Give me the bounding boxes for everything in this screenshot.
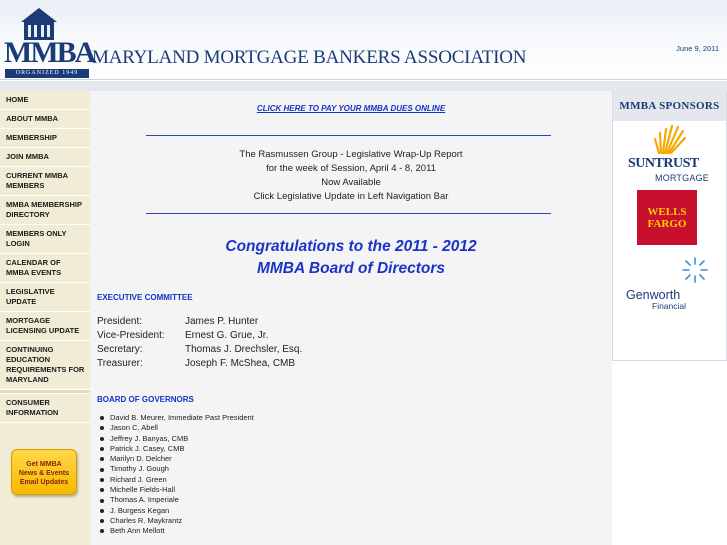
suntrust-subtitle: MORTGAGE [655, 173, 709, 183]
executive-committee-heading: EXECUTIVE COMMITTEE [97, 293, 193, 302]
nav-continuing-education[interactable]: CONTINUING EDUCATION REQUIREMENTS FOR MARYLAND [0, 341, 90, 390]
nav-legislative-update[interactable]: LEGISLATIVE UPDATE [0, 283, 90, 312]
board-member: Michelle Fields-Hall [110, 485, 176, 495]
nav-directory[interactable]: MMBA MEMBERSHIP DIRECTORY [0, 196, 90, 225]
officer-role: Secretary: [97, 344, 143, 355]
notice-line4: Click Legislative Update in Left Navigation Bar [253, 191, 449, 202]
nav-current-members[interactable]: CURRENT MMBA MEMBERS [0, 167, 90, 196]
nav-calendar[interactable]: CALENDAR OF MMBA EVENTS [0, 254, 90, 283]
site-title: MARYLAND MORTGAGE BANKERS ASSOCIATION [92, 47, 527, 68]
email-button-line3: Email Updates [19, 479, 69, 486]
bullet-icon [100, 529, 104, 533]
board-member: Charles R. Maykrantz [110, 515, 183, 525]
officer-name: Ernest G. Grue, Jr. [185, 330, 269, 341]
notice-line2: for the week of Session, April 4 - 8, 2011 [266, 163, 436, 174]
right-column-fill [612, 361, 727, 545]
board-of-governors-heading: BOARD OF GOVERNORS [97, 395, 194, 404]
nav-home[interactable]: HOME [0, 91, 90, 110]
nav-membership[interactable]: MEMBERSHIP [0, 129, 90, 148]
congrats-heading [90, 236, 612, 280]
genworth-name: Genworth [626, 288, 681, 302]
board-member: Patrick J. Casey, CMB [110, 443, 185, 453]
sponsors-heading: MMBA SPONSORS [613, 91, 726, 121]
officer-row [97, 329, 302, 343]
bullet-icon [100, 437, 104, 441]
officer-row [97, 343, 302, 357]
bullet-icon [100, 416, 104, 420]
officer-role: Vice-President: [97, 330, 165, 341]
wells-line1: WELLS [647, 206, 687, 218]
list-item [97, 423, 254, 433]
board-member: Marilyn D. Delcher [110, 454, 172, 464]
officer-row [97, 315, 302, 329]
list-item [97, 526, 254, 536]
officer-list [97, 315, 302, 371]
legislative-notice [90, 148, 612, 204]
officer-row [97, 357, 302, 371]
bullet-icon [100, 488, 104, 492]
list-item [97, 495, 254, 505]
nav-consumer-info[interactable]: CONSUMER INFORMATION [0, 394, 90, 423]
board-member: David B. Meurer, Immediate Past President [110, 413, 254, 422]
officer-role: Treasurer: [97, 358, 143, 369]
officer-name: Thomas J. Drechsler, Esq. [185, 344, 303, 355]
list-item [97, 464, 254, 474]
current-date: June 9, 2011 [676, 44, 719, 53]
divider-top [146, 135, 551, 136]
board-member: Jason C. Abell [110, 423, 158, 433]
bullet-icon [100, 499, 104, 503]
nav-join[interactable]: JOIN MMBA [0, 148, 90, 167]
genworth-star-icon [679, 256, 711, 284]
bullet-icon [100, 478, 104, 482]
notice-line3: Now Available [321, 177, 381, 188]
logo-organized: ORGANIZED 1949 [5, 69, 89, 78]
list-item [97, 485, 254, 495]
board-member: Jeffrey J. Banyas, CMB [110, 433, 189, 443]
congrats-line1: Congratulations to the 2011 - 2012 [225, 238, 477, 255]
capitol-icon [18, 6, 60, 40]
email-updates-button[interactable] [11, 449, 77, 495]
left-navigation [0, 91, 90, 545]
notice-line1: The Rasmussen Group - Legislative Wrap-Up Report [239, 149, 463, 160]
pay-dues-link[interactable]: CLICK HERE TO PAY YOUR MMBA DUES ONLINE [256, 104, 446, 113]
logo-wordmark: MMBA [4, 36, 95, 69]
list-item [97, 434, 254, 444]
header-divider [0, 81, 727, 91]
suntrust-name: SUNTRUST [628, 156, 699, 171]
nav-about[interactable]: ABOUT MMBA [0, 110, 90, 129]
officer-name: Joseph F. McShea, CMB [185, 358, 296, 369]
bullet-icon [100, 457, 104, 461]
nav-licensing-update[interactable]: MORTGAGE LICENSING UPDATE [0, 312, 90, 341]
board-list [97, 413, 254, 537]
board-member: J. Burgess Kegan [110, 505, 170, 515]
officer-role: President: [97, 316, 143, 327]
board-member: Richard J. Green [110, 474, 167, 484]
divider-bottom [146, 213, 551, 214]
bullet-icon [100, 509, 104, 513]
list-item [97, 454, 254, 464]
genworth-logo[interactable] [613, 256, 726, 316]
main-content [90, 91, 612, 545]
officer-name: James P. Hunter [185, 316, 259, 327]
email-button-line2: News & Events [18, 470, 70, 477]
bullet-icon [100, 468, 104, 472]
suntrust-logo[interactable] [613, 121, 726, 183]
sunburst-icon [651, 121, 687, 155]
list-item [97, 413, 254, 423]
list-item [97, 444, 254, 454]
board-member: Thomas A. Imperiale [110, 495, 179, 505]
mmba-logo[interactable] [3, 6, 95, 76]
board-member: Timothy J. Gough [110, 464, 169, 474]
sponsors-panel [612, 91, 727, 361]
bullet-icon [100, 519, 104, 523]
wells-line2: FARGO [647, 218, 687, 230]
wells-fargo-logo[interactable] [637, 190, 697, 245]
email-button-line1: Get MMBA [26, 461, 62, 468]
site-header [0, 0, 727, 80]
bullet-icon [100, 447, 104, 451]
list-item [97, 475, 254, 485]
genworth-subtitle: Financial [652, 301, 687, 311]
congrats-line2: MMBA Board of Directors [256, 260, 446, 277]
list-item [97, 506, 254, 516]
board-member: Beth Ann Mellott [110, 526, 165, 536]
nav-members-login[interactable]: MEMBERS ONLY LOGIN [0, 225, 90, 254]
list-item [97, 516, 254, 526]
bullet-icon [100, 426, 104, 430]
